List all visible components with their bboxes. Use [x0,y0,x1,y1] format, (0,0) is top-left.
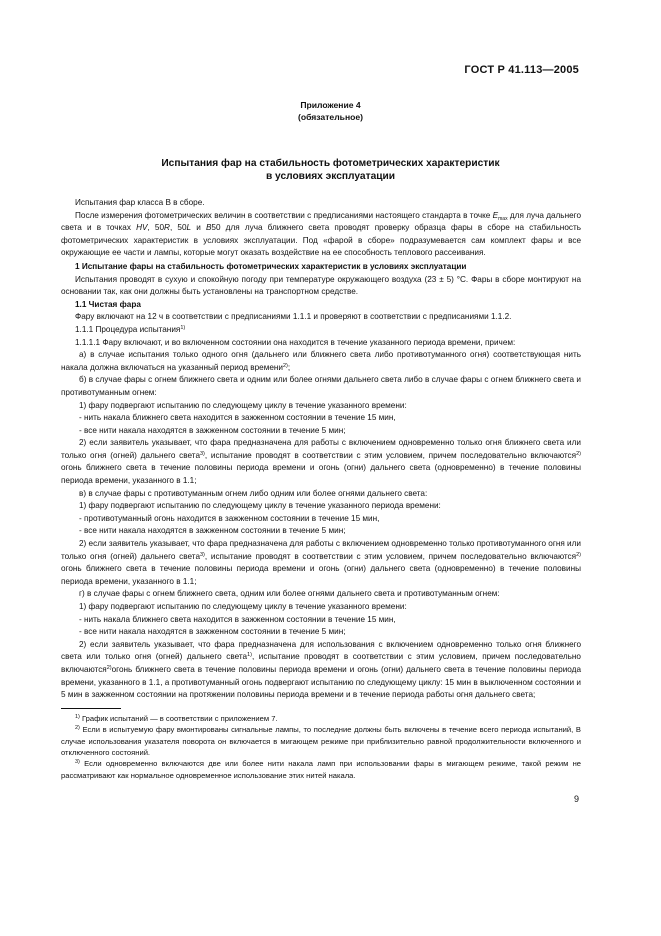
standard-code-header: ГОСТ Р 41.113—2005 [464,64,579,76]
item-d-1-line-2: - все нити накала находятся в зажженном состоянии в течение 5 мин; [79,627,346,637]
annex-status: (обязательное) [297,112,364,122]
annex-title [0,157,661,183]
intro-paragraph-1: Испытания фар класса В в сборе. [75,198,205,207]
footnote-ref: 1) [247,652,252,659]
document-body [61,197,581,781]
annex-heading [0,99,661,123]
footnote-ref: 3) [200,551,205,558]
item-c-1: 1) фару подвергают испытанию по следующему циклу в течение указанного периода времени: [79,501,441,511]
subsection-1-1-paragraph: Фару включают на 12 ч в соответствии с предписаниями 1.1.1 и проверяют в соответствии с предписаниями 1.1.2. [75,312,512,322]
item-d-1-line-1: - нить накала ближнего света находится в зажженном состоянии в течение 15 мин, [79,614,396,624]
subsection-1-1-1-1: 1.1.1.1 Фару включают, и во включенном состоянии она находится в течение указанного периода времени, причем: [75,337,516,347]
footnote-ref: 2) [283,362,288,369]
item-c-1-line-1: - противотуманный огонь находится в зажженном состоянии в течение 15 мин, [79,513,380,523]
item-c-1-line-2: - все нити накала находятся в зажженном состоянии в течение 5 мин; [79,526,346,536]
annex-number: Приложение 4 [300,100,361,110]
footnote-separator [61,708,121,709]
annex-title-line-1: Испытания фар на стабильность фотометрических характеристик [161,158,500,169]
footnote-2: $^{2)}$ Если в испытуемую фару вмонтированы сигнальные лампы, то последние должны быть включены в течение всего периода испытаний, В случае использования указателя поворота он включается в мигающем режиме при приблизительно равной продолжительности включенного и отключенного состояний. [61,725,581,757]
item-b-1: 1) фару подвергают испытанию по следующему циклу в течение указанного времени: [79,400,407,410]
item-d: г) в случае фары с огнем ближнего света, одним или более огнями дальнего света и противотуманным огнем: [79,589,500,599]
annex-title-line-2: в условиях эксплуатации [265,171,396,182]
item-c-2: 2) если заявитель указывает, что фара предназначена для работы с включением одновременно только противотуманного огня или только огня (огней) дальнего света$^{3)}$, испытание проводят в соответствии с этим условием, причем последовательно включаются$^{2)}$ огонь ближнего света в течение половины периода времени и огонь (огни) дальнего света (одновременно) в течение половины периода времени, указанного в 1.1; [61,539,581,586]
item-b-1-line-2: - все нити накала находятся в зажженном состоянии в течение 5 мин; [79,425,346,435]
footnote-ref: 2) [576,450,581,457]
item-d-1: 1) фару подвергают испытанию по следующему циклу в течение указанного времени: [79,602,407,611]
page-number: 9 [573,794,579,804]
footnote-3: $^{3)}$ Если одновременно включаются две или более нити накала ламп при использовании фары в мигающем режиме, такой режим не рассматривают как нормальное одновременное использование этих нитей накала. [61,759,581,780]
item-d-2: 2) если заявитель указывает, что фара предназначена для использования с включением одновременно только огня ближнего света или только огня (огней) дальнего света$^{1)}$, испытание проводят в соответствии с этим условием, причем последовательно включаются$^{2)}$огонь ближнего света в течение половины периода времени и огонь (огни) дальнего света в течение половины периода времени, указанного в 1.1, а противотуманный огонь подвергают испытанию по следующему циклу: 15 мин в выключенном состоянии и 5 мин в зажженном состоянии на протяжении половины периода времени и в течение периода работы огня дальнего света; [61,639,581,700]
subsection-1-1-1-heading: 1.1.1 Процедура испытания$^{1)}$ [75,324,186,334]
footnote-1: $^{1)}$ График испытаний — в соответствии с приложением 7. [75,713,278,723]
item-b-2: 2) если заявитель указывает, что фара предназначена для работы с включением одновременно только огня ближнего света или только огня (огней) дальнего света$^{3)}$, испытание проводят в соответствии с этим условием, причем последовательно включаются$^{2)}$ огонь ближнего света в течение половины периода времени и огонь (огни) дальнего света (одновременно) в течение половины периода времени, указанного в 1.1; [61,438,581,486]
footnote-ref: 2) [106,664,112,671]
item-b-1-line-1: - нить накала ближнего света находится в зажженном состоянии в течение 15 мин, [79,413,396,423]
footnote-ref: 1) [180,324,186,331]
item-a: а) в случае испытания только одного огня (дальнего или ближнего света либо противотуманного огня) соответствующая нить накала должна включаться на указанный период времени$^{2)}$; [61,350,581,372]
footnote-ref: 2) [576,551,581,558]
item-c: в) в случае фары с противотуманным огнем либо одним или более огнями дальнего света: [79,488,428,498]
subsection-1-1-heading: 1.1 Чистая фара [75,299,141,309]
footnote-ref: 3) [200,450,205,457]
item-b: б) в случае фары с огнем ближнего света и одним или более огнями дальнего света либо в случае фары с огнем ближнего света и противотуманным огнем: [61,375,581,397]
section-1-heading: 1 Испытание фары на стабильность фотометрических характеристик в условиях эксплуатации [75,261,467,271]
intro-paragraph-2: После измерения фотометрических величин в соответствии с предписаниями настоящего стандарта в точке $E_{max}$ для луча дальнего света и в точках HV, 50R, 50L и B50 для луча ближнего света проводят проверку образца фары в сборе на стабильность фотометрических характеристик в условиях эксплуатации. Под «фарой в сборе» подразумевается сам комплект фары и все окружающие ее части и лампы, которые могут оказать воздействие на ее способность теплового рассеивания. [61,210,582,258]
section-1-paragraph: Испытания проводят в сухую и спокойную погоду при температуре окружающего воздуха (23 ± 5) °С. Фары в сборе монтируют на основании так, как они должны быть установлены на транспортном средстве. [61,274,581,297]
